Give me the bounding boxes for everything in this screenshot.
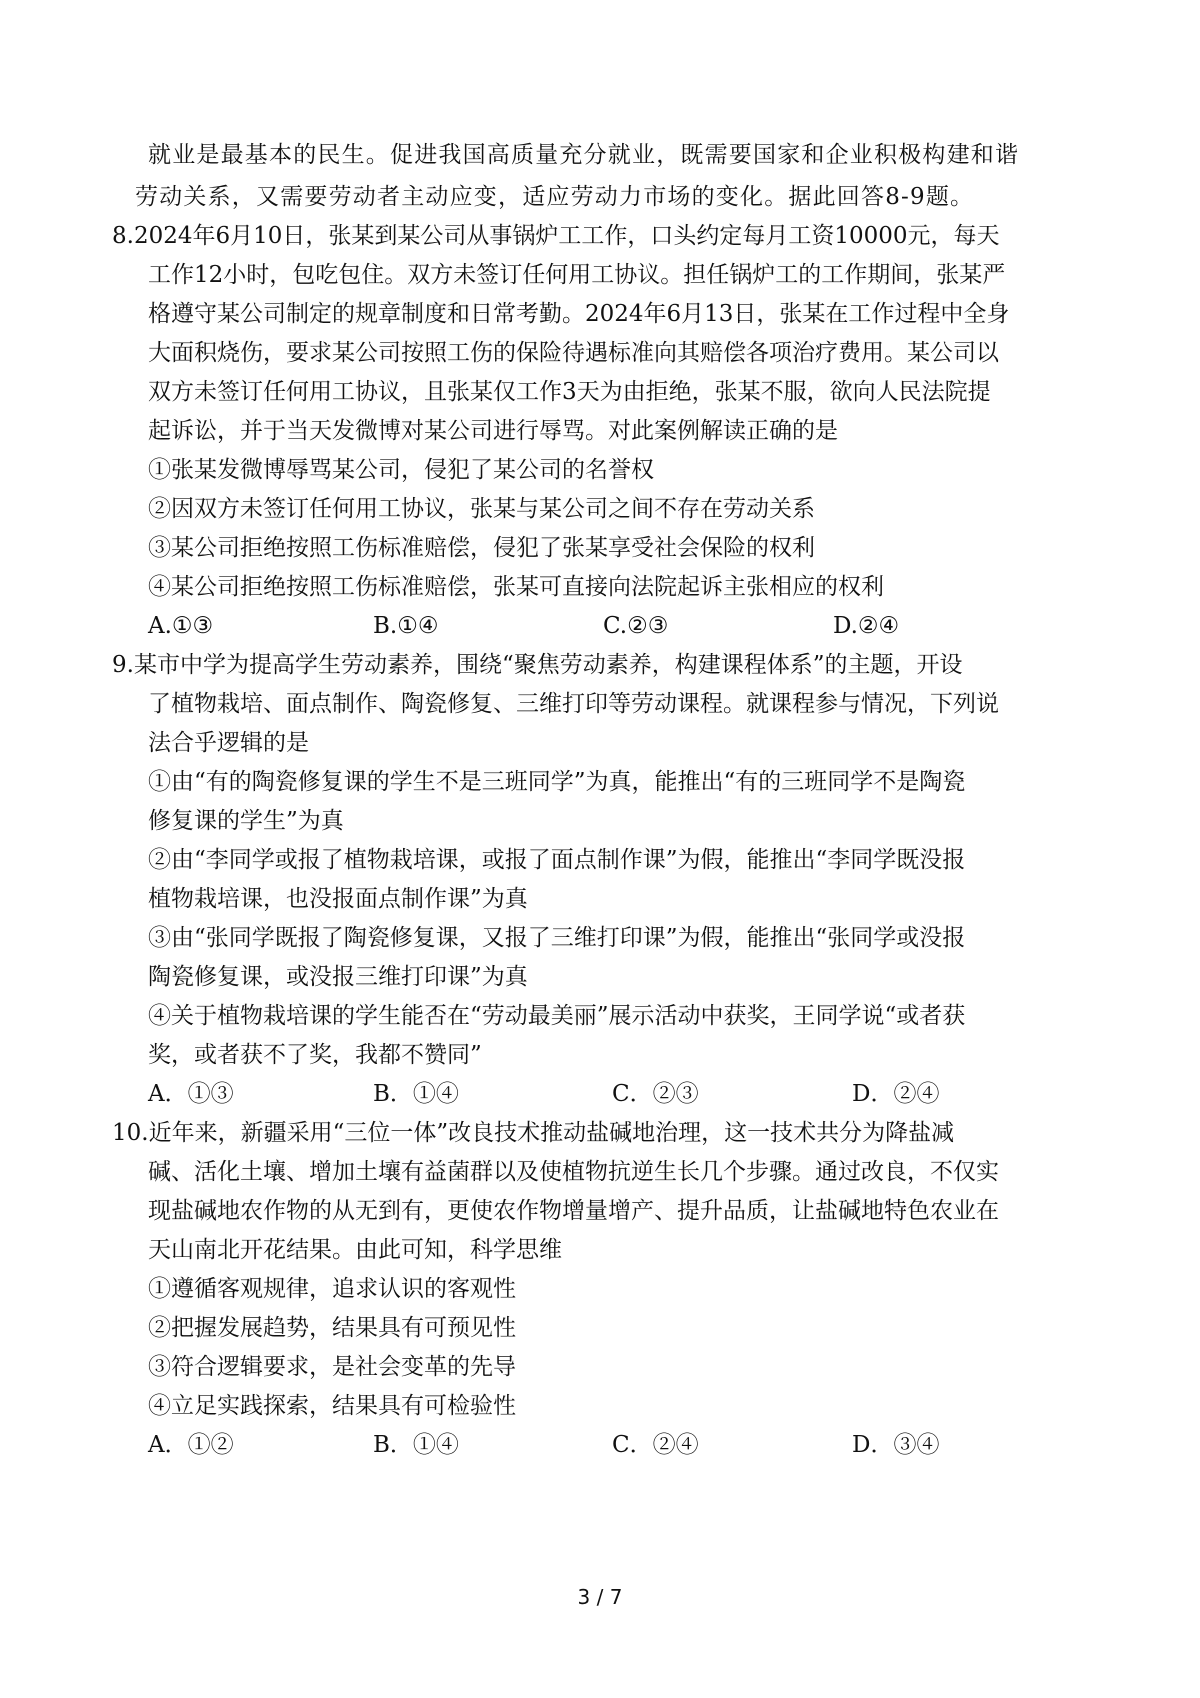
q10-option-d: D．③④ [852,1432,940,1458]
q8-stem-line: 工作12小时，包吃包住。双方未签订任何用工协议。担任锅炉工的工作期间，张某严 [148,262,1006,288]
q9-stem-line: 了植物栽培、面点制作、陶瓷修复、三维打印等劳动课程。就课程参与情况，下列说 [148,691,999,717]
q9-option-d: D．②④ [852,1081,940,1107]
q8-stem-line: 起诉讼，并于当天发微博对某公司进行辱骂。对此案例解读正确的是 [148,418,838,444]
q9-statement-line: 陶瓷修复课，或没报三维打印课”为真 [148,964,528,990]
q9-statement-line: ②由“李同学或报了植物栽培课，或报了面点制作课”为假，能推出“李同学既没报 [148,847,966,873]
q8-stem-line: 双方未签订任何用工协议，且张某仅工作3天为由拒绝，张某不服，欲向人民法院提 [148,379,991,405]
q8-statement-3: ③某公司拒绝按照工伤标准赔偿，侵犯了张某享受社会保险的权利 [148,535,815,561]
q8-statement-2: ②因双方未签订任何用工协议，张某与某公司之间不存在劳动关系 [148,496,815,522]
q10-option-a: A．①② [148,1432,234,1458]
q10-stem-line: 10.近年来，新疆采用“三位一体”改良技术推动盐碱地治理，这一技术共分为降盐减 [112,1120,955,1146]
q10-option-b: B．①④ [373,1432,459,1458]
q9-option-a: A．①③ [148,1081,234,1107]
q8-stem-line: 大面积烧伤，要求某公司按照工伤的保险待遇标准向其赔偿各项治疗费用。某公司以 [148,340,999,366]
q9-statement-line: 植物栽培课，也没报面点制作课”为真 [148,886,528,912]
intro-line-2: 劳动关系，又需要劳动者主动应变，适应劳动力市场的变化。据此回答8-9题。 [135,184,975,210]
intro-line-1: 就业是最基本的民生。促进我国高质量充分就业，既需要国家和企业积极构建和谐 [148,142,1020,168]
q8-statement-1: ①张某发微博辱骂某公司，侵犯了某公司的名誉权 [148,457,654,483]
q10-statement-3: ③符合逻辑要求，是社会变革的先导 [148,1354,516,1380]
q8-stem-line: 8.2024年6月10日，张某到某公司从事锅炉工工作，口头约定每月工资10000元，每天 [112,223,1000,249]
q8-option-b: B.①④ [373,613,439,639]
q8-option-d: D.②④ [833,613,900,639]
q9-option-c: C．②③ [612,1081,699,1107]
q9-stem-line: 法合乎逻辑的是 [148,730,309,756]
q8-option-c: C.②③ [603,613,669,639]
page-number: 3 / 7 [577,1585,623,1609]
q8-stem-line: 格遵守某公司制定的规章制度和日常考勤。2024年6月13日，张某在工作过程中全身 [148,301,1010,327]
q10-stem-line: 天山南北开花结果。由此可知，科学思维 [148,1237,562,1263]
q9-option-b: B．①④ [373,1081,459,1107]
q10-statement-2: ②把握发展趋势，结果具有可预见性 [148,1315,516,1341]
q9-statement-line: ③由“张同学既报了陶瓷修复课，又报了三维打印课”为假，能推出“张同学或没报 [148,925,966,951]
q10-stem-line: 现盐碱地农作物的从无到有，更使农作物增量增产、提升品质，让盐碱地特色农业在 [148,1198,999,1224]
q9-statement-line: ①由“有的陶瓷修复课的学生不是三班同学”为真，能推出“有的三班同学不是陶瓷 [148,769,966,795]
q9-statement-line: ④关于植物栽培课的学生能否在“劳动最美丽”展示活动中获奖，王同学说“或者获 [148,1003,966,1029]
q9-stem-line: 9.某市中学为提高学生劳动素养，围绕“聚焦劳动素养，构建课程体系”的主题，开设 [112,652,963,678]
q9-statement-line: 修复课的学生”为真 [148,808,344,834]
q10-stem-line: 碱、活化土壤、增加土壤有益菌群以及使植物抗逆生长几个步骤。通过改良，不仅实 [148,1159,999,1185]
q10-statement-4: ④立足实践探索，结果具有可检验性 [148,1393,516,1419]
q8-option-a: A.①③ [148,613,214,639]
q9-statement-line: 奖，或者获不了奖，我都不赞同” [148,1042,482,1068]
q10-statement-1: ①遵循客观规律，追求认识的客观性 [148,1276,516,1302]
q10-option-c: C．②④ [612,1432,699,1458]
q8-statement-4: ④某公司拒绝按照工伤标准赔偿，张某可直接向法院起诉主张相应的权利 [148,574,884,600]
